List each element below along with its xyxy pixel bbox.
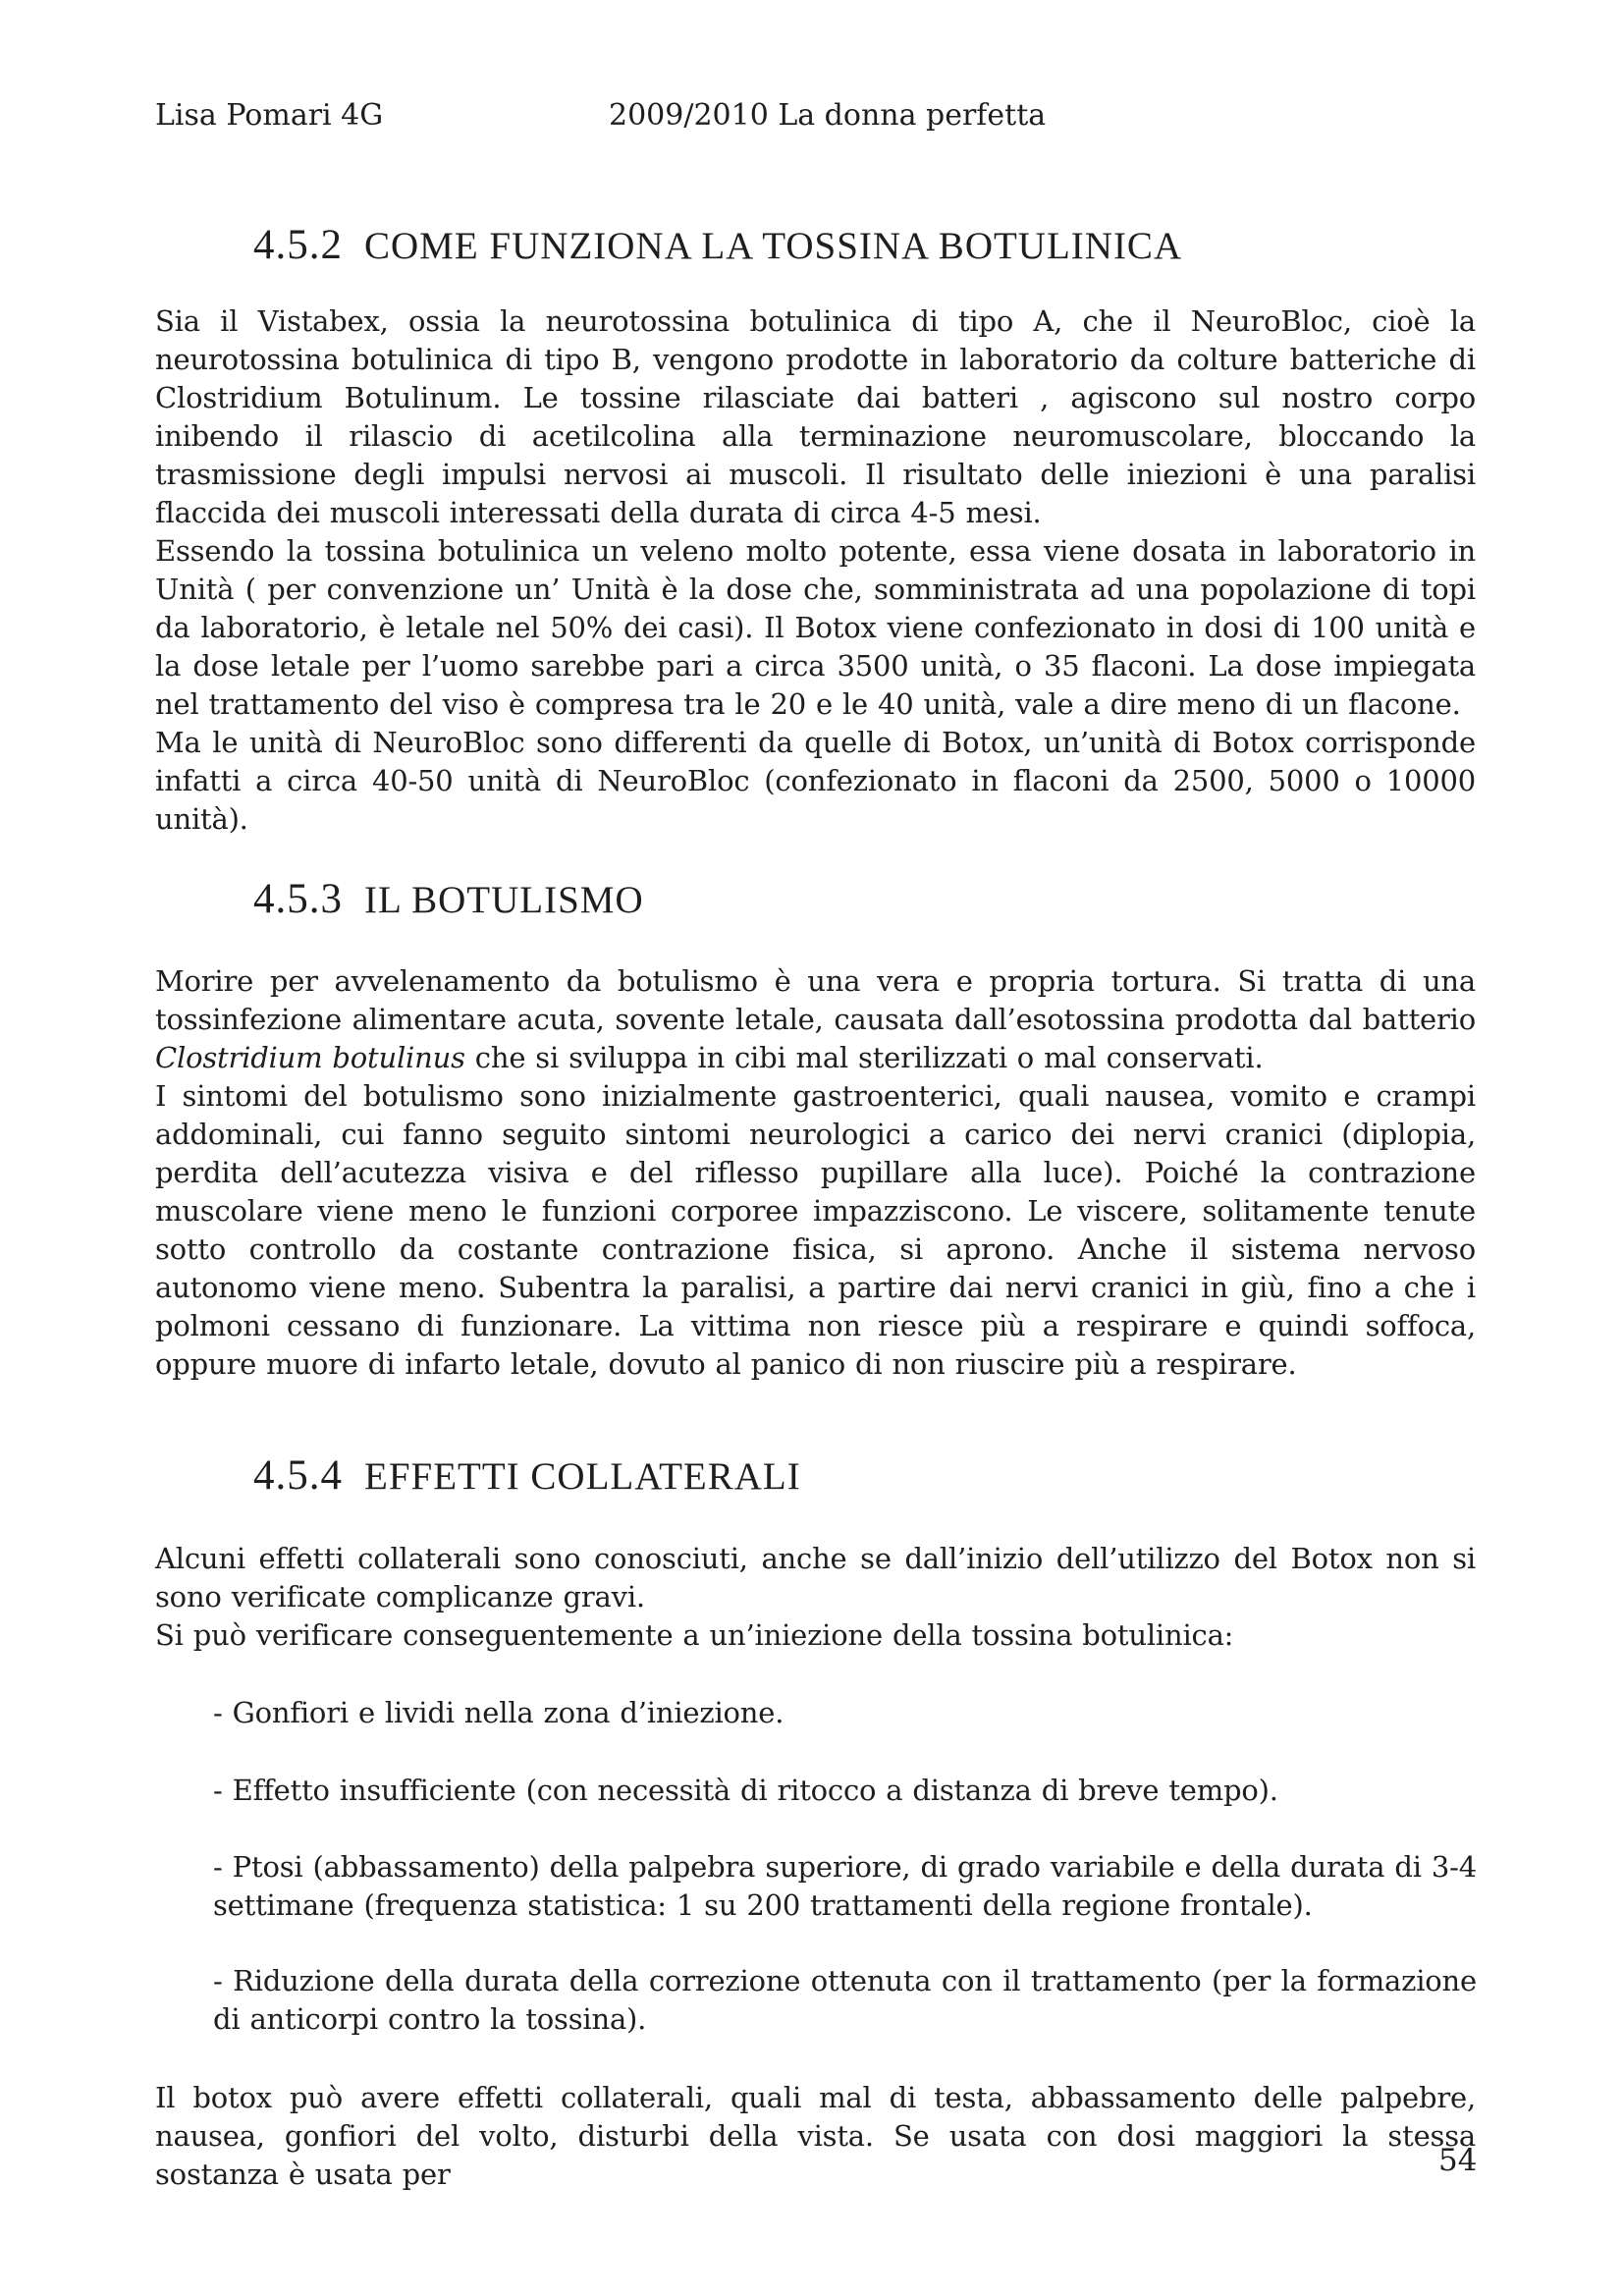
- species-name: Clostridium botulinus: [155, 1041, 465, 1074]
- paragraph: I sintomi del botulismo sono inizialmente gastroenterici, quali nausea, vomito e crampi addominali, cui fanno seguito sintomi neurologici a carico dei nervi cranici (diplopia, perdita dell’acutezza visiva e del riflesso pupillare alla luce). Poiché la contrazione muscolare viene meno le funzioni corporee impazziscono. Le viscere, solitamente tenute sotto controllo da costante contrazione fisica, si aprono. Anche il sistema nervoso autonomo viene meno. Subentra la paralisi, a partire dai nervi cranici in giù, fino a che i polmoni cessano di funzionare. La vittima non riesce più a respirare e quindi soffoca, oppure muore di infarto letale, dovuto al panico di non riuscire più a respirare.: [155, 1079, 1476, 1381]
- header-author: Lisa Pomari 4G: [155, 98, 384, 133]
- section-heading-4-5-3: [253, 874, 644, 926]
- section-title: EFFETTI COLLATERALI: [364, 1455, 801, 1498]
- list-item: - Ptosi (abbassamento) della palpebra superiore, di grado variabile e della durata di 3-4 settimane (frequenza statistica: 1 su 200 trattamenti della regione frontale).: [213, 1850, 1477, 1922]
- paragraph: Ma le unità di NeuroBloc sono differenti da quelle di Botox, un’unità di Botox corrisponde infatti a circa 40-50 unità di NeuroBloc (confezionato in flaconi da 2500, 5000 o 10000 unità).: [155, 726, 1476, 836]
- paragraph: [155, 962, 1476, 1077]
- paragraph: Sia il Vistabex, ossia la neurotossina botulinica di tipo A, che il NeuroBloc, cioè la neurotossina botulinica di tipo B, vengono prodotte in laboratorio da colture batteriche di Clostridium Botulinum. Le tossine rilasciate dai batteri , agiscono sul nostro corpo inibendo il rilascio di acetilcolina alla terminazione neuromuscolare, bloccando la trasmissione degli impulsi nervosi ai muscoli. Il risultato delle iniezioni è una paralisi flaccida dei muscoli interessati della durata di circa 4-5 mesi.: [155, 304, 1476, 529]
- section-heading-4-5-2: [253, 220, 1182, 272]
- section-heading-4-5-4: [253, 1450, 801, 1503]
- paragraph: Il botox può avere effetti collaterali, quali mal di testa, abbassamento delle palpebre, nausea, gonfiori del volto, disturbi della vista. Se usata con dosi maggiori la stessa sostanza è usata per: [155, 2081, 1476, 2191]
- section-number: 4.5.3: [253, 876, 343, 922]
- list-item: - Effetto insufficiente (con necessità di ritocco a distanza di breve tempo).: [213, 1774, 1278, 1807]
- section-title: COME FUNZIONA LA TOSSINA BOTULINICA: [364, 225, 1183, 267]
- list-item: - Riduzione della durata della correzione ottenuta con il trattamento (per la formazione di anticorpi contro la tossina).: [213, 1964, 1477, 2036]
- list-item: - Gonfiori e lividi nella zona d’iniezione.: [213, 1696, 784, 1729]
- header-title: 2009/2010 La donna perfetta: [609, 98, 1047, 133]
- paragraph-text: che si sviluppa in cibi mal sterilizzati o mal conservati.: [464, 1041, 1264, 1074]
- paragraph: Essendo la tossina botulinica un veleno molto potente, essa viene dosata in laboratorio in Unità ( per convenzione un’ Unità è la dose che, somministrata ad una popolazione di topi da laboratorio, è letale nel 50% dei casi). Il Botox viene confezionato in dosi di 100 unità e la dose letale per l’uomo sarebbe pari a circa 3500 unità, o 35 flaconi. La dose impiegata nel trattamento del viso è compresa tra le 20 e le 40 unità, vale a dire meno di un flacone.: [155, 534, 1476, 721]
- section-number: 4.5.4: [253, 1452, 343, 1499]
- page-number: 54: [1438, 2143, 1478, 2178]
- section-body-4-5-2: [155, 302, 1476, 839]
- section-closing-4-5-4: [155, 2079, 1476, 2194]
- paragraph: Si può verificare conseguentemente a un’iniezione della tossina botulinica:: [155, 1618, 1234, 1652]
- section-title: IL BOTULISMO: [364, 879, 644, 921]
- paragraph-text: Morire per avvelenamento da botulismo è una vera e propria tortura. Si tratta di una tossinfezione alimentare acuta, sovente letale, causata dall’esotossina prodotta dal batterio: [155, 964, 1476, 1036]
- section-number: 4.5.2: [253, 222, 343, 268]
- paragraph: Alcuni effetti collaterali sono conosciuti, anche se dall’inizio dell’utilizzo del Botox non si sono verificate complicanze gravi.: [155, 1542, 1476, 1613]
- section-body-4-5-3: [155, 962, 1476, 1384]
- section-intro-4-5-4: [155, 1540, 1476, 1655]
